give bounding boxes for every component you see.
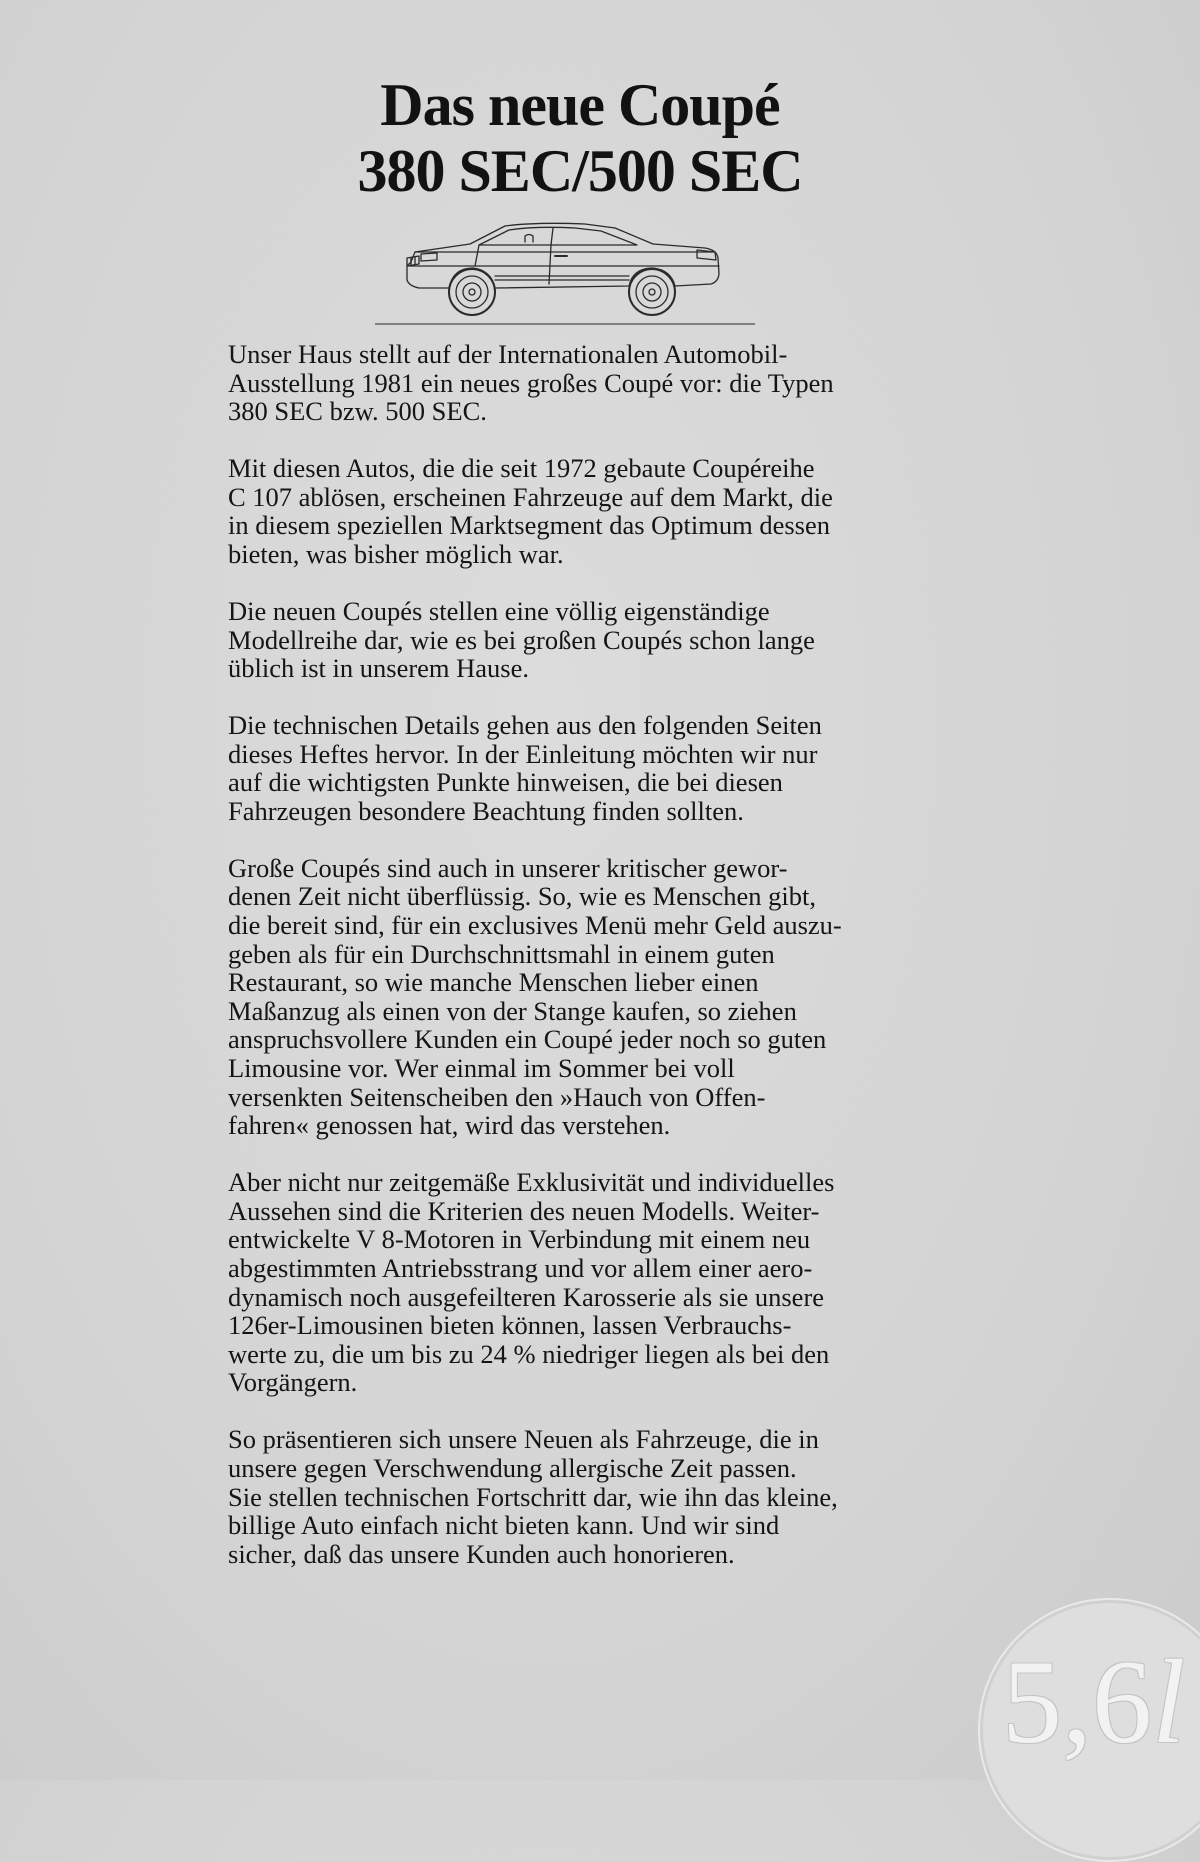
paragraph-1 [228, 340, 988, 426]
text-line: Große Coupés sind auch in unserer kritischer gewor- [228, 852, 788, 883]
paragraph-3 [228, 597, 988, 683]
paragraph-5 [228, 854, 988, 1140]
text-line: werte zu, die um bis zu 24 % niedriger liegen als bei den [228, 1338, 830, 1369]
text-line: Die neuen Coupés stellen eine völlig eigenständige [228, 595, 770, 626]
text-line: Maßanzug als einen von der Stange kaufen, so ziehen [228, 995, 797, 1026]
badge-label [1002, 1635, 1186, 1768]
body-text [228, 340, 988, 1597]
paragraph-6 [228, 1168, 988, 1397]
page-title [0, 72, 1160, 204]
text-line: geben als für ein Durchschnittsmahl in einem guten [228, 938, 775, 969]
text-line: denen Zeit nicht überflüssig. So, wie es Menschen gibt, [228, 881, 817, 912]
text-line: Ausstellung 1981 ein neues großes Coupé vor: die Typen [228, 367, 834, 398]
coupe-car-icon [375, 222, 755, 334]
text-line: Die technischen Details gehen aus den folgenden Seiten [228, 710, 822, 741]
text-line: Fahrzeugen besondere Beachtung finden sollten. [228, 795, 744, 826]
text-line: Aber nicht nur zeitgemäße Exklusivität und individuelles [228, 1167, 835, 1198]
badge-unit: l [1152, 1635, 1186, 1768]
text-line: dynamisch noch ausgefeilteren Karosserie als sie unsere [228, 1281, 825, 1312]
text-line: anspruchsvollere Kunden ein Coupé jeder noch so guten [228, 1024, 827, 1055]
text-line: fahren« genossen hat, wird das verstehen. [228, 1110, 671, 1141]
text-line: dieses Heftes hervor. In der Einleitung möchten wir nur [228, 738, 818, 769]
title-line-2: 380 SEC/500 SEC [357, 138, 803, 204]
text-line: C 107 ablösen, erscheinen Fahrzeuge auf dem Markt, die [228, 481, 833, 512]
paragraph-4 [228, 711, 988, 825]
text-line: Restaurant, so wie manche Menschen lieber einen [228, 967, 759, 998]
badge-value: 5,6 [1002, 1635, 1152, 1768]
text-line: So präsentieren sich unsere Neuen als Fahrzeuge, die in [228, 1424, 819, 1455]
text-line: Sie stellen technischen Fortschritt dar, wie ihn das kleine, [228, 1481, 838, 1512]
text-line: auf die wichtigsten Punkte hinweisen, die bei diesen [228, 767, 783, 798]
text-line: Vorgängern. [228, 1367, 358, 1398]
text-line: Unser Haus stellt auf der Internationalen Automobil- [228, 339, 788, 369]
text-line: unsere gegen Verschwendung allergische Zeit passen. [228, 1452, 797, 1483]
text-line: 126er-Limousinen bieten können, lassen Verbrauchs- [228, 1310, 792, 1341]
displacement-badge [978, 1598, 1200, 1862]
text-line: entwickelte V 8-Motoren in Verbindung mit einem neu [228, 1224, 811, 1255]
text-line: üblich ist in unserem Hause. [228, 653, 530, 684]
text-line: Mit diesen Autos, die die seit 1972 gebaute Coupéreihe [228, 453, 815, 484]
text-line: abgestimmten Antriebsstrang und vor allem einer aero- [228, 1252, 813, 1283]
text-line: Aussehen sind die Kriterien des neuen Modells. Weiter- [228, 1195, 820, 1226]
text-line: Modellreihe dar, wie es bei großen Coupés schon lange [228, 624, 815, 655]
title-line-1: Das neue Coupé [380, 72, 780, 138]
text-line: Limousine vor. Wer einmal im Sommer bei voll [228, 1053, 735, 1084]
text-line: sicher, daß das unsere Kunden auch honorieren. [228, 1538, 735, 1569]
text-line: billige Auto einfach nicht bieten kann. Und wir sind [228, 1510, 780, 1541]
text-line: 380 SEC bzw. 500 SEC. [228, 396, 487, 427]
text-line: in diesem speziellen Marktsegment das Optimum dessen [228, 510, 831, 541]
text-line: versenkten Seitenscheiben den »Hauch von Offen- [228, 1081, 766, 1112]
text-line: die bereit sind, für ein exclusives Menü mehr Geld auszu- [228, 910, 842, 941]
paragraph-7 [228, 1425, 988, 1568]
text-line: bieten, was bisher möglich war. [228, 538, 564, 569]
paragraph-2 [228, 454, 988, 568]
